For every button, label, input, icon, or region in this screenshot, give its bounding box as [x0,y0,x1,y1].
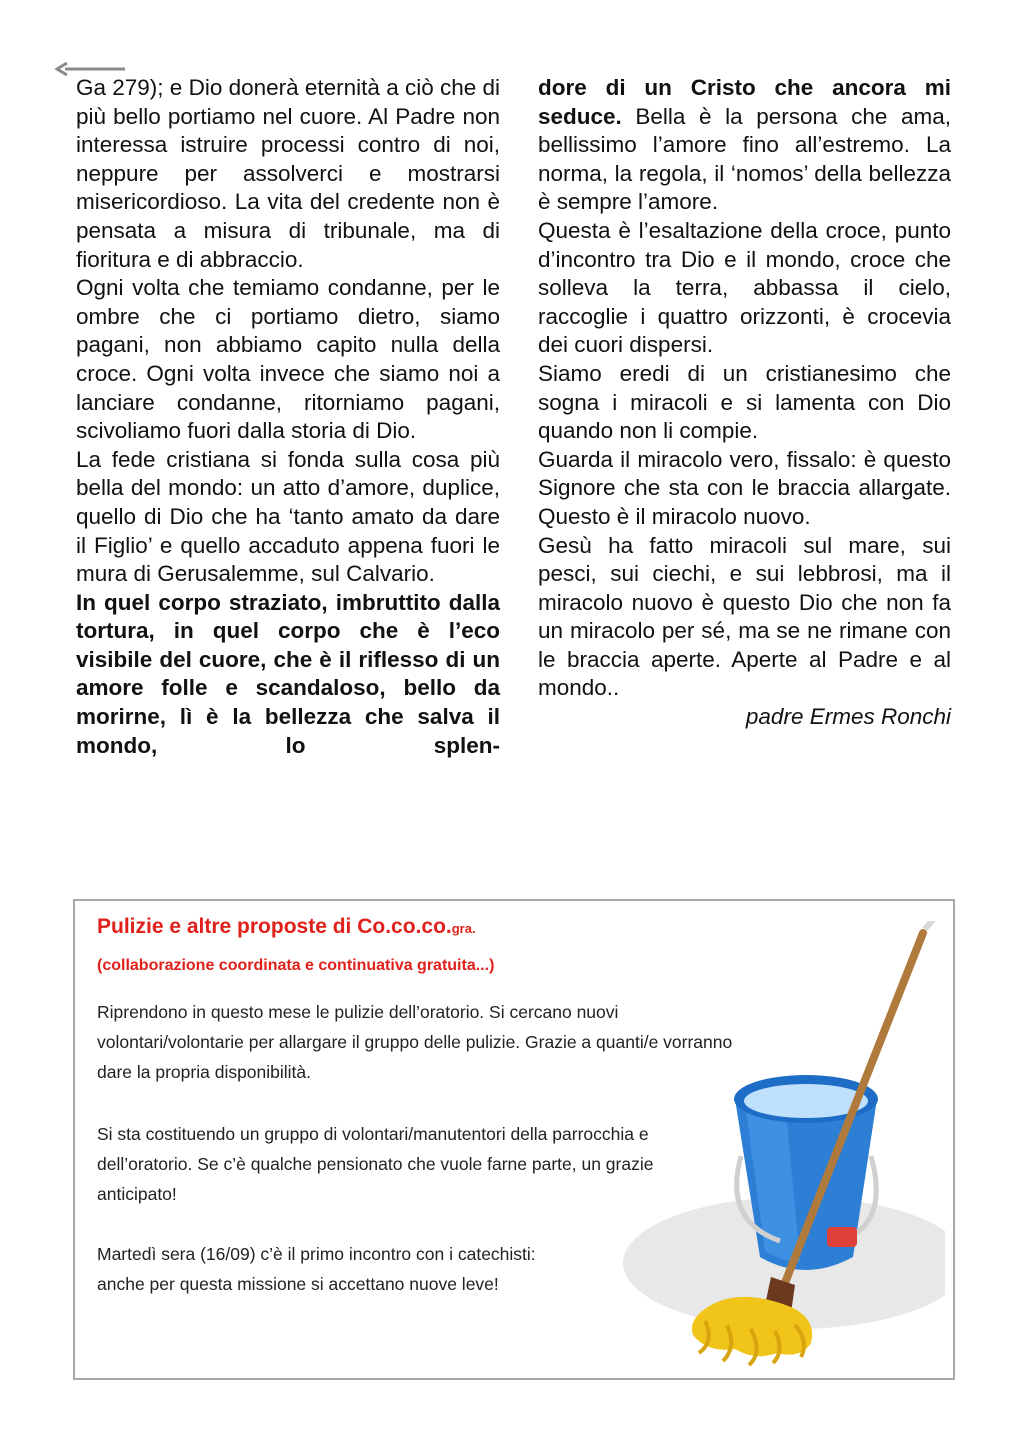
notice-text: Riprendono in questo mese le pulizie dell’oratorio. Si cercano nuovi volontari/volontarie per allargare il gruppo delle pulizie. Grazie a quanti/e vorranno dare la propria disponibilità. [97,1002,733,1082]
paragraph: Guarda il miracolo vero, fissalo: è questo Signore che sta con le braccia allargate. Questo è il miracolo nuovo. [538,446,951,529]
right-text-column [538,74,951,732]
notice-paragraph-catechists [97,1239,587,1299]
paragraph: Gesù ha fatto miracoli sul mare, sui pesci, sui ciechi, e sui lebbrosi, ma il miracolo nuovo è questo Dio che non fa un miracolo per sé, ma se ne rimane con le braccia aperte. Aperte al Padre e al mondo.. [538,532,951,701]
left-text-column [76,74,500,760]
notice-text: Martedì sera (16/09) c’è il primo incontro con i catechisti: anche per questa missione si accettano nuove leve! [97,1244,536,1294]
paragraph: Siamo eredi di un cristianesimo che sogna i miracoli e si lamenta con Dio quando non li compie. [538,360,951,444]
paragraph: Questa è l’esaltazione della croce, punto d’incontro tra Dio e il mondo, croce che solleva la terra, abbassa il cielo, raccoglie i quattro orizzonti, è crocevia dei cuori dispersi. [538,217,951,358]
notice-subtitle: (collaborazione coordinata e continuativa gratuita...) [97,957,495,974]
paragraph: La fede cristiana si fonda sulla cosa più bella del mondo: un atto d’amore, duplice, quello di Dio che ha ‘tanto amato da dare il Figlio’ e quello accaduto appena fuori le mura di Gerusalemme, sul Calvario. [76,446,500,587]
notice-title [97,915,476,939]
paragraph: Ogni volta che temiamo condanne, per le ombre che ci portiamo dietro, siamo pagani, non abbiamo capito nulla della croce. Ogni volta invece che siamo noi a lanciare condanne, ritorniamo pagani, scivoliamo fuori dalla storia di Dio. [76,275,500,444]
bold-continuation: dore di un Cristo che ancora mi seduce. [538,75,951,129]
notice-text: Si sta costituendo un gruppo di volontari/manutentori della parrocchia e dell’oratorio. Se c’è qualche pensionato che vuole farne parte, un grazie anticipato! [97,1124,654,1204]
paragraph: Ga 279); e Dio donerà eternità a ciò che di più bello portiamo nel cuore. Al Padre non interessa istruire processi contro di noi, neppure per assolverci e mostrarsi misericordioso. La vita del credente non è pensata a misura di tribunale, ma di fioritura e di abbraccio. [76,75,501,272]
notice-title-text: Pulizie e altre proposte di Co.co.co. [97,915,452,938]
bold-paragraph: In quel corpo straziato, imbruttito dalla tortura, in quel corpo che è l’eco visibile del cuore, che è il riflesso di un amore folle e scandaloso, bello da morirne, lì è la bellezza che salva il mondo, lo splen- [76,589,500,758]
notice-title-suffix: gra. [451,921,476,936]
author-signature: padre Ermes Ronchi [745,704,951,730]
notice-box [73,899,955,1380]
paragraph [538,74,951,217]
bucket-and-mop-icon [595,921,945,1371]
continuation-text: Bella è la persona che ama, bellissimo l’amore fino all’estremo. La norma, la regola, il ‘nomos’ della bellezza è sempre l’amore. [538,103,951,215]
